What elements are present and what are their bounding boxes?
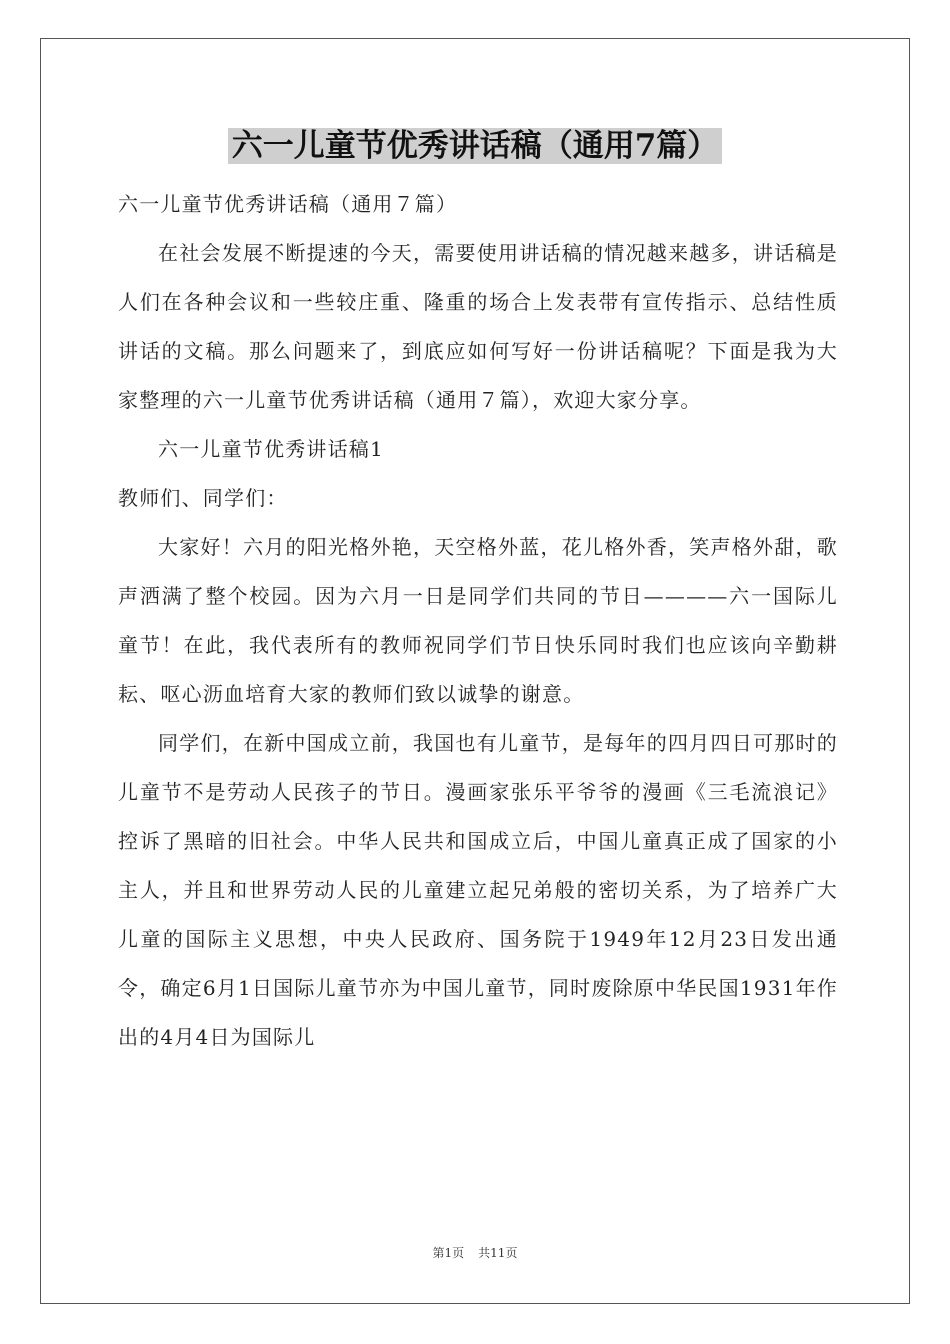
page-number: 第1页 (432, 1246, 465, 1260)
page-total: 共11页 (478, 1246, 518, 1260)
paragraph-intro: 在社会发展不断提速的今天，需要使用讲话稿的情况越来越多，讲话稿是人们在各种会议和一些较庄重、隆重的场合上发表带有宣传指示、总结性质讲话的文稿。那么问题来了，到底应如何写好一份讲话稿呢？下面是我为大家整理的六一儿童节优秀讲话稿（通用７篇），欢迎大家分享。 (118, 241, 838, 412)
section-heading-1: 六一儿童节优秀讲话稿1 (158, 437, 384, 461)
paragraph-greeting: 大家好！六月的阳光格外艳，天空格外蓝，花儿格外香，笑声格外甜，歌声洒满了整个校园。因为六月一日是同学们共同的节日————六一国际儿童节！在此，我代表所有的教师祝同学们节日快乐同时我们也应该向辛勤耕耘、呕心沥血培育大家的教师们致以诚挚的谢意。 (118, 535, 838, 706)
document-title (0, 126, 950, 166)
page-footer (0, 1244, 950, 1261)
paragraph-history: 同学们，在新中国成立前，我国也有儿童节，是每年的四月四日可那时的儿童节不是劳动人民孩子的节日。漫画家张乐平爷爷的漫画《三毛流浪记》控诉了黑暗的旧社会。中华人民共和国成立后，中国儿童真正成了国家的小主人，并且和世界劳动人民的儿童建立起兄弟般的密切关系，为了培养广大儿童的国际主义思想，中央人民政府、国务院于1949年12月23日发出通令，确定6月1日国际儿童节亦为中国儿童节，同时废除原中华民国1931年作出的4月4日为国际儿 (118, 731, 838, 1049)
paragraph-salutation: 教师们、同学们： (118, 486, 288, 510)
document-body (118, 180, 838, 1062)
document-title-text: 六一儿童节优秀讲话稿（通用7篇） (228, 128, 723, 164)
paragraph-subtitle: 六一儿童节优秀讲话稿（通用７篇） (118, 192, 458, 216)
